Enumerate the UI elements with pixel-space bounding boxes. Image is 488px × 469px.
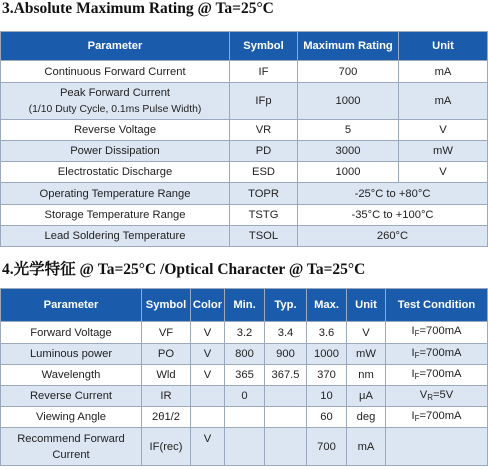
cell-min: 3.2 xyxy=(225,322,265,344)
cell-test-condition xyxy=(386,428,488,466)
cell-unit: nm xyxy=(347,365,386,386)
cell-symbol: IF(rec) xyxy=(142,428,191,466)
column-header: Test Condition xyxy=(386,289,488,322)
cell-parameter: Luminous power xyxy=(1,344,142,365)
column-header: Parameter xyxy=(1,289,142,322)
cell-symbol: TOPR xyxy=(230,183,298,205)
cell-symbol: ESD xyxy=(230,162,298,183)
cell-parameter: Wavelength xyxy=(1,365,142,386)
cell-unit: μA xyxy=(347,386,386,407)
cell-test-condition xyxy=(386,407,488,428)
cell-color: V xyxy=(191,365,225,386)
column-header: Typ. xyxy=(265,289,307,322)
table-row xyxy=(1,141,488,162)
cond-subscript: F xyxy=(414,413,420,423)
cell-unit: mW xyxy=(399,141,488,162)
table-row xyxy=(1,83,488,120)
cell-value: 5 xyxy=(298,120,399,141)
cell-test-condition xyxy=(386,344,488,365)
column-header: Symbol xyxy=(230,32,298,61)
cell-typ: 3.4 xyxy=(265,322,307,344)
cell-max: 1000 xyxy=(307,344,347,365)
cell-min: 365 xyxy=(225,365,265,386)
cell-symbol: Wld xyxy=(142,365,191,386)
column-header: Color xyxy=(191,289,225,322)
cond-value: =5V xyxy=(433,388,454,401)
cond-value: =700mA xyxy=(419,325,462,337)
cell-typ xyxy=(265,428,307,466)
cell-typ xyxy=(265,407,307,428)
cell-value: -25°C to +80°C xyxy=(298,183,488,205)
table-row xyxy=(1,428,488,466)
cell-symbol: TSOL xyxy=(230,226,298,247)
table-row xyxy=(1,344,488,365)
cell-parameter: Lead Soldering Temperature xyxy=(1,226,230,247)
cell-unit: V xyxy=(347,322,386,344)
column-header: Unit xyxy=(347,289,386,322)
cell-symbol: IF xyxy=(230,61,298,83)
absolute-max-rating-table xyxy=(0,31,488,247)
cell-test-condition xyxy=(386,365,488,386)
table-row xyxy=(1,162,488,183)
cell-symbol: VF xyxy=(142,322,191,344)
cell-parameter: Power Dissipation xyxy=(1,141,230,162)
cell-unit: mW xyxy=(347,344,386,365)
cell-symbol: PO xyxy=(142,344,191,365)
table-row xyxy=(1,183,488,205)
cell-color xyxy=(191,386,225,407)
cell-value: 260°C xyxy=(298,226,488,247)
cell-parameter: Storage Temperature Range xyxy=(1,205,230,226)
cell-max: 700 xyxy=(307,428,347,466)
cell-color: V xyxy=(191,428,225,466)
cell-typ: 900 xyxy=(265,344,307,365)
parameter-line-2: (1/10 Duty Cycle, 0.1ms Pulse Width) xyxy=(28,103,202,115)
table-row xyxy=(1,226,488,247)
column-header: Maximum Rating xyxy=(298,32,399,61)
cell-parameter: Electrostatic Discharge xyxy=(1,162,230,183)
cell-parameter: Continuous Forward Current xyxy=(1,61,230,83)
table-header-row xyxy=(1,32,488,61)
cond-value: =700mA xyxy=(419,346,462,359)
cell-color: V xyxy=(191,344,225,365)
cell-test-condition xyxy=(386,386,488,407)
cell-max: 370 xyxy=(307,365,347,386)
table-row xyxy=(1,205,488,226)
cell-symbol: TSTG xyxy=(230,205,298,226)
cell-max: 3.6 xyxy=(307,322,347,344)
column-header: Symbol xyxy=(142,289,191,322)
cell-parameter: Viewing Angle xyxy=(1,407,142,428)
cell-parameter: Forward Voltage xyxy=(1,322,142,344)
cell-max: 10 xyxy=(307,386,347,407)
table-row xyxy=(1,120,488,141)
cell-value: 700 xyxy=(298,61,399,83)
cell-max: 60 xyxy=(307,407,347,428)
cond-symbol: I xyxy=(411,325,415,337)
cond-subscript: F xyxy=(414,329,420,338)
cond-subscript: R xyxy=(427,392,434,402)
cond-symbol: I xyxy=(411,409,415,422)
cell-typ: 367.5 xyxy=(265,365,307,386)
cell-unit: V xyxy=(399,120,488,141)
cell-unit: deg xyxy=(347,407,386,428)
cell-symbol: VR xyxy=(230,120,298,141)
parameter-line-1: Peak Forward Current xyxy=(59,86,171,99)
cell-min xyxy=(225,428,265,466)
column-header: Min. xyxy=(225,289,265,322)
cell-color xyxy=(191,407,225,428)
cell-parameter: Reverse Voltage xyxy=(1,120,230,141)
section-heading-optical: 4.光学特征 @ Ta=25°C /Optical Character @ Ta=25°C xyxy=(2,261,366,278)
section-heading-absolute-max: 3.Absolute Maximum Rating @ Ta=25°C xyxy=(2,0,274,17)
parameter-line-2: Current xyxy=(52,448,90,461)
table-row xyxy=(1,407,488,428)
cell-unit: V xyxy=(399,162,488,183)
cell-value: 1000 xyxy=(298,83,399,120)
cell-value: -35°C to +100°C xyxy=(298,205,488,226)
cond-symbol: I xyxy=(411,367,415,380)
cond-symbol: I xyxy=(411,346,415,359)
cell-parameter: Reverse Current xyxy=(1,386,142,407)
cell-test-condition xyxy=(386,322,488,344)
table-row xyxy=(1,365,488,386)
cell-typ xyxy=(265,386,307,407)
cell-min: 800 xyxy=(225,344,265,365)
table-row xyxy=(1,61,488,83)
parameter-line-1: Recommend Forward xyxy=(17,432,125,445)
cell-color: V xyxy=(191,322,225,344)
cell-value: 1000 xyxy=(298,162,399,183)
table-row xyxy=(1,386,488,407)
cell-parameter xyxy=(1,83,230,120)
cell-symbol: IR xyxy=(142,386,191,407)
table-row xyxy=(1,322,488,344)
cond-symbol: V xyxy=(419,388,428,401)
column-header: Parameter xyxy=(1,32,230,61)
cond-subscript: F xyxy=(414,371,420,381)
cell-parameter: Operating Temperature Range xyxy=(1,183,230,205)
cell-min: 0 xyxy=(225,386,265,407)
cell-symbol: 2θ1/2 xyxy=(142,407,191,428)
cell-unit: mA xyxy=(399,61,488,83)
cell-min xyxy=(225,407,265,428)
cell-unit: mA xyxy=(347,428,386,466)
cell-unit: mA xyxy=(399,83,488,120)
optical-character-table xyxy=(0,288,488,466)
cond-subscript: F xyxy=(414,350,420,360)
table-header-row xyxy=(1,289,488,322)
cell-symbol: IFp xyxy=(230,83,298,120)
cond-value: =700mA xyxy=(419,367,462,380)
cond-value: =700mA xyxy=(419,409,462,422)
column-header: Unit xyxy=(399,32,488,61)
column-header: Max. xyxy=(307,289,347,322)
cell-parameter xyxy=(1,428,142,466)
cell-value: 3000 xyxy=(298,141,399,162)
cell-symbol: PD xyxy=(230,141,298,162)
